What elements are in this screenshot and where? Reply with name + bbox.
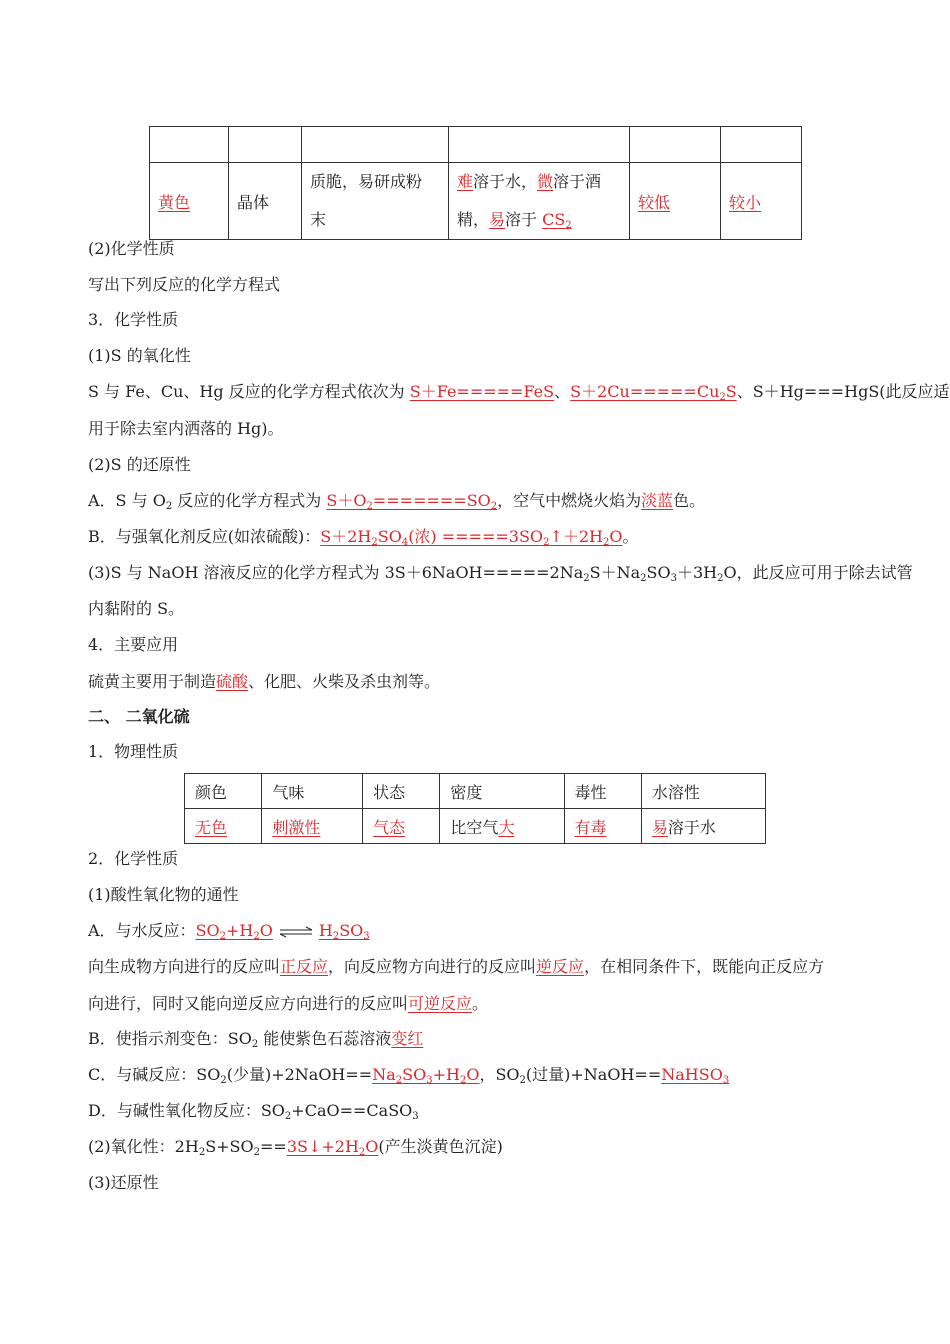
answer-density: 较小 — [729, 192, 762, 212]
text-line: B．与强氧化剂反应(如浓硫酸)：$S+2H_2SO_4$(浓) $=====3SO_2↑+2H_2O$。 — [88, 527, 639, 548]
text-line: 内黏附的 S。 — [88, 599, 185, 618]
table-cell: 有毒 — [564, 809, 641, 844]
table-cell: 易溶于水 — [641, 809, 765, 844]
text-line: (1)酸性氧化物的通性 — [88, 885, 239, 904]
text: 溶于 — [505, 210, 543, 229]
reversible-arrow-icon — [279, 926, 313, 938]
answer-color: 黄色 — [158, 192, 191, 212]
column-header: 颜色 — [185, 774, 262, 809]
column-header: 毒性 — [564, 774, 641, 809]
text-line: C．与碱反应：$SO_2$(少量)$+2NaOH==Na_2SO_3+H_2O$，$SO_2$(过量)+NaOH==NaHSO$_3$ — [88, 1065, 730, 1086]
table-cell — [630, 127, 721, 163]
text: 溶于水， — [473, 172, 538, 191]
text-line: 用于除去室内洒落的 Hg)。 — [88, 419, 284, 438]
table-cell — [229, 127, 302, 163]
table-cell — [150, 127, 229, 163]
text-line: (2)S 的还原性 — [88, 455, 191, 474]
table-cell — [449, 127, 630, 163]
text-line: (1)S 的氧化性 — [88, 346, 191, 365]
table-cell — [449, 163, 630, 240]
texture-line-1: 质脆，易研成粉 — [310, 172, 423, 191]
text-line: (2)氧化性：$2H_2S+SO_2==3S↓+2H_2O$(产生淡黄色沉淀) — [88, 1137, 503, 1158]
answer-text: 微 — [537, 172, 554, 191]
text: 溶于酒 — [553, 172, 602, 191]
text-line: A．S 与 $O_2$ 反应的化学方程式为 $S+O_2=======SO_2$，空气中燃烧火焰为淡蓝色。 — [88, 491, 706, 512]
section-heading: 4．主要应用 — [88, 635, 179, 654]
table-row — [185, 809, 766, 844]
column-header: 密度 — [440, 774, 564, 809]
section-heading: 1．物理性质 — [88, 742, 179, 761]
table-cell — [229, 163, 302, 240]
texture-line-2: 末 — [310, 210, 327, 229]
table-cell — [150, 163, 229, 240]
text-line: 向生成物方向进行的反应叫正反应，向反应物方向进行的反应叫逆反应，在相同条件下，既能向正反应方 — [88, 957, 825, 976]
sulfur-properties-table — [149, 126, 802, 240]
text-line: D．与碱性氧化物反应：$SO_2+CaO==CaSO_3$ — [88, 1101, 419, 1122]
answer-text: $CS_2$ — [542, 210, 572, 231]
column-header: 水溶性 — [641, 774, 765, 809]
table-row — [150, 127, 802, 163]
table-cell: 无色 — [185, 809, 262, 844]
text-line: 硫黄主要用于制造硫酸、化肥、火柴及杀虫剂等。 — [88, 672, 441, 691]
table-cell — [302, 163, 449, 240]
column-header: 气味 — [262, 774, 363, 809]
table-cell — [721, 127, 802, 163]
solubility-line-1 — [457, 163, 621, 201]
section-heading: 3．化学性质 — [88, 310, 179, 329]
table-cell: 比空气大 — [440, 809, 564, 844]
solubility-line-2 — [457, 201, 621, 239]
text-line: B．使指示剂变色：$SO_2$ 能使紫色石蕊溶液变红 — [88, 1029, 424, 1050]
table-cell: 刺激性 — [262, 809, 363, 844]
text-line: A．与水反应：$SO_2+H_2O$ $H_2SO_3$ — [88, 921, 370, 942]
table-header-row — [185, 774, 766, 809]
section-heading: 2．化学性质 — [88, 849, 179, 868]
text-line: 写出下列反应的化学方程式 — [88, 275, 281, 294]
table-cell — [630, 163, 721, 240]
text-line: (2)化学性质 — [88, 239, 175, 258]
text-line: 向进行，同时又能向逆反应方向进行的反应叫可逆反应。 — [88, 994, 489, 1013]
text: 精， — [457, 210, 490, 229]
state-value: 晶体 — [237, 192, 270, 212]
chapter-heading: 二、 二氧化硫 — [88, 707, 190, 726]
table-cell — [302, 127, 449, 163]
table-cell: 气态 — [363, 809, 440, 844]
answer-text: 易 — [489, 210, 506, 229]
answer-melting: 较低 — [638, 192, 671, 212]
column-header: 状态 — [363, 774, 440, 809]
table-row — [150, 163, 802, 240]
text-line: (3)还原性 — [88, 1173, 159, 1192]
table-cell — [721, 163, 802, 240]
text-line: (3)S 与 NaOH 溶液反应的化学方程式为 $3S+6NaOH=====2Na_2S+Na_2SO_3+3H_2O$，此反应可用于除去试管 — [88, 563, 913, 584]
so2-properties-table — [184, 773, 766, 844]
text-line: S 与 Fe、Cu、Hg 反应的化学方程式依次为 S＋Fe=====FeS、$S+2Cu=====Cu_2S$、S＋Hg===HgS(此反应适 — [88, 382, 950, 403]
answer-text: 难 — [457, 172, 474, 191]
